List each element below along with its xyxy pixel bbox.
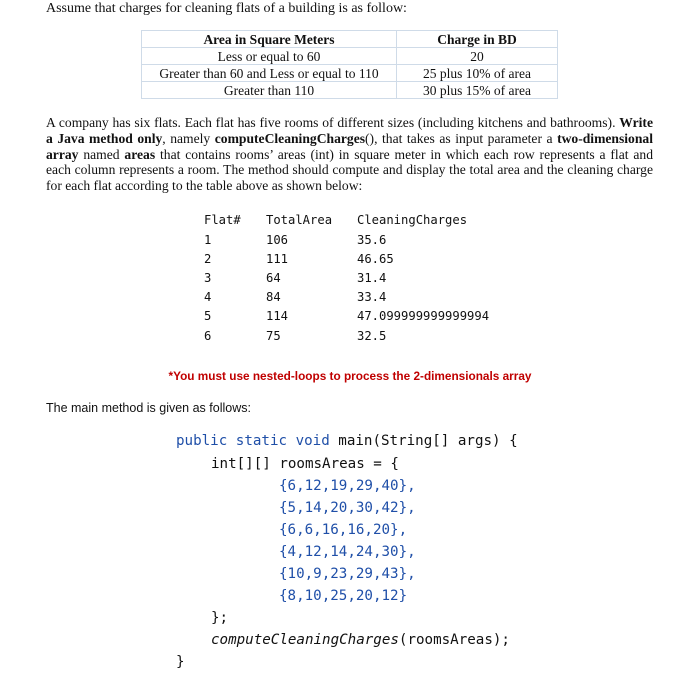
desc-text: , namely: [162, 130, 215, 146]
charge-table: [141, 30, 558, 99]
output-flat: 3: [204, 271, 212, 285]
charge-table-row: [142, 48, 558, 65]
code-function-name: computeCleaningCharges: [211, 632, 399, 648]
charge-cell: 20: [397, 48, 558, 65]
area-cell: Greater than 60 and Less or equal to 110: [142, 65, 397, 82]
code-array-row: {5,14,20,30,42},: [279, 500, 416, 516]
charge-table-row: [142, 65, 558, 82]
output-header-charge: CleaningCharges: [357, 213, 468, 227]
output-charge: 35.6: [357, 233, 387, 247]
output-charge: 33.4: [357, 290, 387, 304]
output-flat: 5: [204, 309, 212, 323]
problem-description: [46, 115, 653, 194]
output-area: 106: [266, 233, 289, 247]
nested-loops-note: *You must use nested-loops to process the 2-dimensionals array: [168, 369, 532, 383]
code-close-array: };: [211, 610, 229, 626]
output-header-flat: Flat#: [204, 213, 241, 227]
code-array-row: {8,10,25,20,12}: [279, 588, 408, 604]
output-charge: 47.099999999999994: [357, 309, 490, 323]
code-array-row: {6,12,19,29,40},: [279, 478, 416, 494]
charge-table-header: [142, 31, 558, 48]
charge-cell: 30 plus 15% of area: [397, 82, 558, 99]
header-area: Area in Square Meters: [142, 31, 397, 48]
method-name: computeCleaningCharges: [214, 130, 366, 146]
output-flat: 2: [204, 252, 212, 266]
code-line-declaration: int[][] roomsAreas = {: [211, 456, 399, 472]
output-charge: 32.5: [357, 329, 387, 343]
output-header-area: TotalArea: [266, 213, 333, 227]
desc-text: named: [78, 146, 125, 162]
code-array-row: {10,9,23,29,43},: [279, 566, 416, 582]
code-line-call: [211, 631, 510, 649]
output-charge: 31.4: [357, 271, 387, 285]
output-area: 64: [266, 271, 281, 285]
charge-cell: 25 plus 10% of area: [397, 65, 558, 82]
output-area: 111: [266, 252, 289, 266]
output-flat: 6: [204, 329, 212, 343]
main-method-label: The main method is given as follows:: [46, 401, 251, 415]
code-close-method: }: [176, 654, 185, 670]
param-name: areas: [124, 146, 156, 162]
desc-bold: Write a Java method only: [46, 115, 653, 146]
area-cell: Less or equal to 60: [142, 48, 397, 65]
output-flat: 4: [204, 290, 212, 304]
output-flat: 1: [204, 233, 212, 247]
output-area: 75: [266, 329, 281, 343]
code-line-signature: [176, 432, 518, 450]
code-array-row: {6,6,16,16,20},: [279, 522, 408, 538]
code-text: (roomsAreas);: [398, 632, 510, 648]
area-cell: Greater than 110: [142, 82, 397, 99]
desc-text: (), that takes as input parameter a: [365, 130, 558, 146]
code-array-row: {4,12,14,24,30},: [279, 544, 416, 560]
code-text: main(String[] args) {: [329, 433, 518, 449]
output-area: 84: [266, 290, 281, 304]
intro-text: Assume that charges for cleaning flats of a building is as follow:: [46, 1, 407, 16]
header-charge: Charge in BD: [397, 31, 558, 48]
desc-text: A company has six flats. Each flat has five rooms of different sizes (including kitchens and bathrooms).: [46, 115, 620, 130]
code-keyword: public static void: [176, 433, 330, 449]
desc-text: that contains rooms’ areas (int) in square meter in which each row represents a flat and each column represents a room. The method should compute and display the total area and the cleaning charge for each flat according to the table above as shown below:: [46, 146, 653, 194]
desc-bold: two-dimensional array: [46, 130, 653, 162]
output-area: 114: [266, 309, 289, 323]
charge-table-row: [142, 82, 558, 99]
output-charge: 46.65: [357, 252, 394, 266]
